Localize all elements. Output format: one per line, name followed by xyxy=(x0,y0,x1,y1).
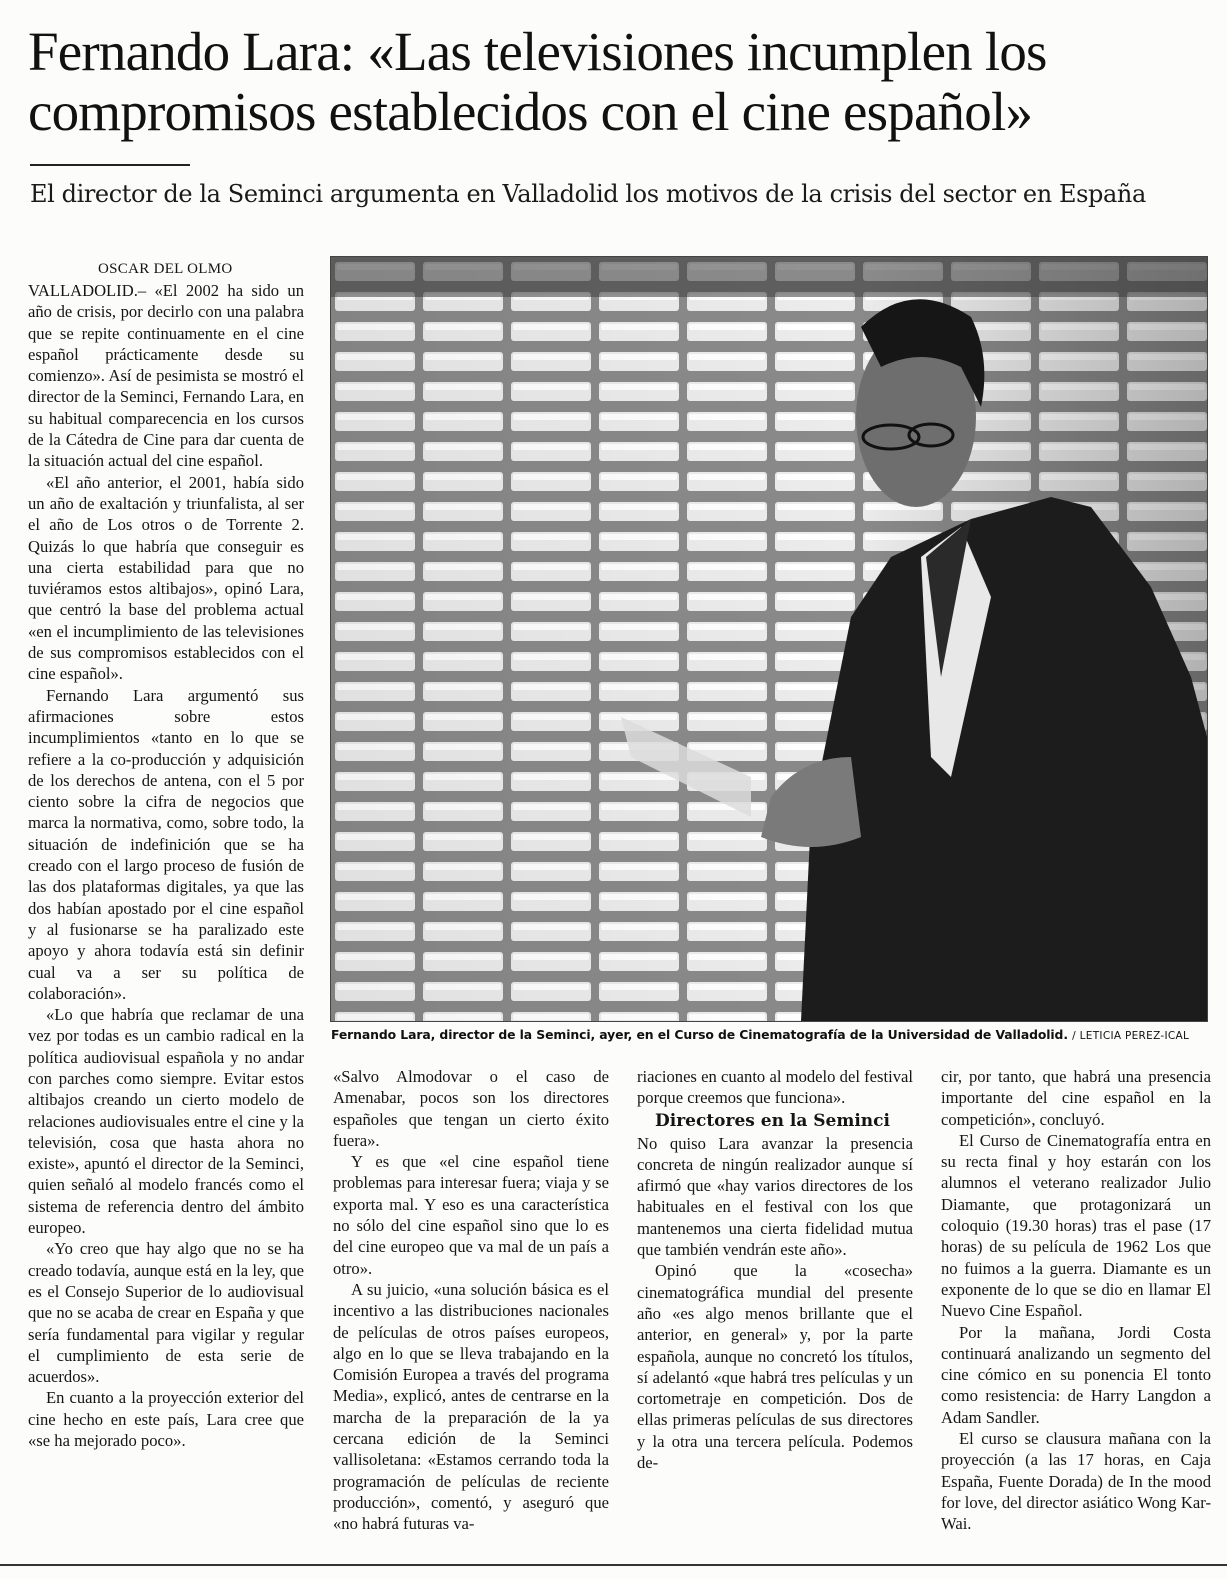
paragraph: En cuanto a la proyección exterior del cine hecho en este país, Lara cree que «se ha mejorado poco». xyxy=(28,1388,304,1451)
section-heading: Directores en la Seminci xyxy=(655,1110,890,1131)
paragraph: No quiso Lara avanzar la presencia concreta de ningún realizador aunque sí afirmó que «hay varios directores de los habituales en el festival con los que mantenemos una cierta fidelidad mutua que también vendrán este año». xyxy=(637,1133,913,1260)
paragraph: riaciones en cuanto al modelo del festival porque creemos que funciona». xyxy=(637,1067,913,1108)
photo-credit: / LETICIA PEREZ-ICAL xyxy=(1072,1030,1190,1042)
paragraph: «Yo creo que hay algo que no se ha creado todavía, aunque está en la ley, que es el Consejo Superior de lo audiovisual que no se acaba de crear en España y que sería fundamental para vigilar y regular el cumplimiento de esta serie de acuerdos». xyxy=(28,1239,304,1387)
subheadline: El director de la Seminci argumenta en Valladolid los motivos de la crisis del sector en España xyxy=(30,180,1146,208)
paragraph: «El año anterior, el 2001, había sido un año de exaltación y triunfalista, al ser el año de Los otros o de Torrente 2. Quizás lo que habría que conseguir es una cierta estabilidad para que no tuviéramos estos altibajos», opinó Lara, que centró la base del problema actual «en el incumplimiento de las televisiones de sus compromisos establecidos con el cine español». xyxy=(28,472,304,684)
caption-text: Fernando Lara, director de la Seminci, ayer, en el Curso de Cinematografía de la Universidad de Valladolid. xyxy=(331,1027,1068,1042)
paragraph: A su juicio, «una solución básica es el incentivo a las distribuciones nacionales de películas de otros países europeos, algo en lo que se lleva trabajando en la Comisión Europea a través del programa Media», explicó, antes de centrarse en la marcha de la preparación de la ya cercana edición de la Seminci vallisoletana: «Estamos cerrando toda la programación de películas de reciente producción», comentó, y aseguró que «no habrá futuras va- xyxy=(333,1279,609,1534)
byline: OSCAR DEL OLMO xyxy=(98,261,233,277)
photo-caption xyxy=(331,1027,1211,1042)
column-2 xyxy=(333,1066,609,1535)
column-3 xyxy=(637,1066,913,1473)
column-1 xyxy=(28,259,304,1451)
bottom-rule xyxy=(0,1564,1227,1566)
column-4 xyxy=(941,1066,1211,1546)
paragraph: Fernando Lara argumentó sus afirmaciones sobre estos incumplimientos «tanto en lo que se refiere a la co-producción y adquisición de los derechos de antena, con el 5 por ciento sobre la cifra de negocios que marca la normativa, como, sobre todo, la situación de indefinición que se ha creado con el largo proceso de fusión de las dos plataformas digitales, ya que las dos habían apostado por el cine español y al fusionarse se ha paralizado este apoyo y ahora todavía está sin definir cual va a ser su política de colaboración». xyxy=(28,685,304,1003)
paragraph: «Salvo Almodovar o el caso de Amenabar, pocos son los directores españoles que tengan un cierto éxito fuera». xyxy=(333,1067,609,1150)
paragraph: «Lo que habría que reclamar de una vez por todas es un cambio radical en la política audiovisual española y no andar con parches como siempre. Evitar estos altibajos creando un cierto modelo de relaciones audiovisuales entre el cine y la televisión, cosa que hasta ahora no existe», apuntó el director de la Seminci, quien señaló al modelo francés como el sistema de referencia dentro del ámbito europeo. xyxy=(28,1005,304,1238)
paragraph: El Curso de Cinematografía entra en su recta final y hoy estarán con los alumnos el veterano realizador Julio Diamante, que protagonizará un coloquio (19.30 horas) tras el pase (17 horas) de su película de 1962 Los que no fuimos a la guerra. Diamante es un exponente de lo que se dio en llamar El Nuevo Cine Español. xyxy=(941,1130,1211,1321)
paragraph: cir, por tanto, que habrá una presencia importante del cine español en la competición», concluyó. xyxy=(941,1067,1211,1129)
paragraph: Y es que «el cine español tiene problemas para interesar fuera; viaja y se exporta mal. Y eso es una característica no sólo del cine español sino que lo es del cine europeo que va mal de un país a otro». xyxy=(333,1152,609,1278)
photo-image xyxy=(331,257,1207,1021)
article-photo xyxy=(330,256,1208,1022)
paragraph: El curso se clausura mañana con la proyección (a las 17 horas, en Caja España, Fuente Dorada) de In the mood for love, del director asiático Wong Kar-Wai. xyxy=(941,1429,1211,1534)
paragraph: VALLADOLID.– «El 2002 ha sido un año de crisis, por decirlo con una palabra que se repite continuamente en el cine español prácticamente desde su comienzo». Así de pesimista se mostró el director de la Seminci, Fernando Lara, en su habitual comparecencia en los cursos de la Cátedra de Cine para dar cuenta de la situación actual del cine español. xyxy=(28,281,304,471)
headline-rule xyxy=(30,164,190,166)
paragraph: Por la mañana, Jordi Costa continuará analizando un segmento del cine cómico en su ponencia El tonto como resistencia: de Harry Langdon a Adam Sandler. xyxy=(941,1322,1211,1427)
paragraph: Opinó que la «cosecha» cinematográfica mundial del presente año «es algo menos brillante que el anterior, en general» y, por la parte española, aunque no concretó los títulos, sí adelantó «que habrá tres películas y un cortometraje en competición. Dos de ellas primeras películas de sus directores y la otra una tercera película. Podemos de- xyxy=(637,1261,913,1473)
headline: Fernando Lara: «Las televisiones incumplen los compromisos establecidos con el cine español» xyxy=(28,21,1047,142)
